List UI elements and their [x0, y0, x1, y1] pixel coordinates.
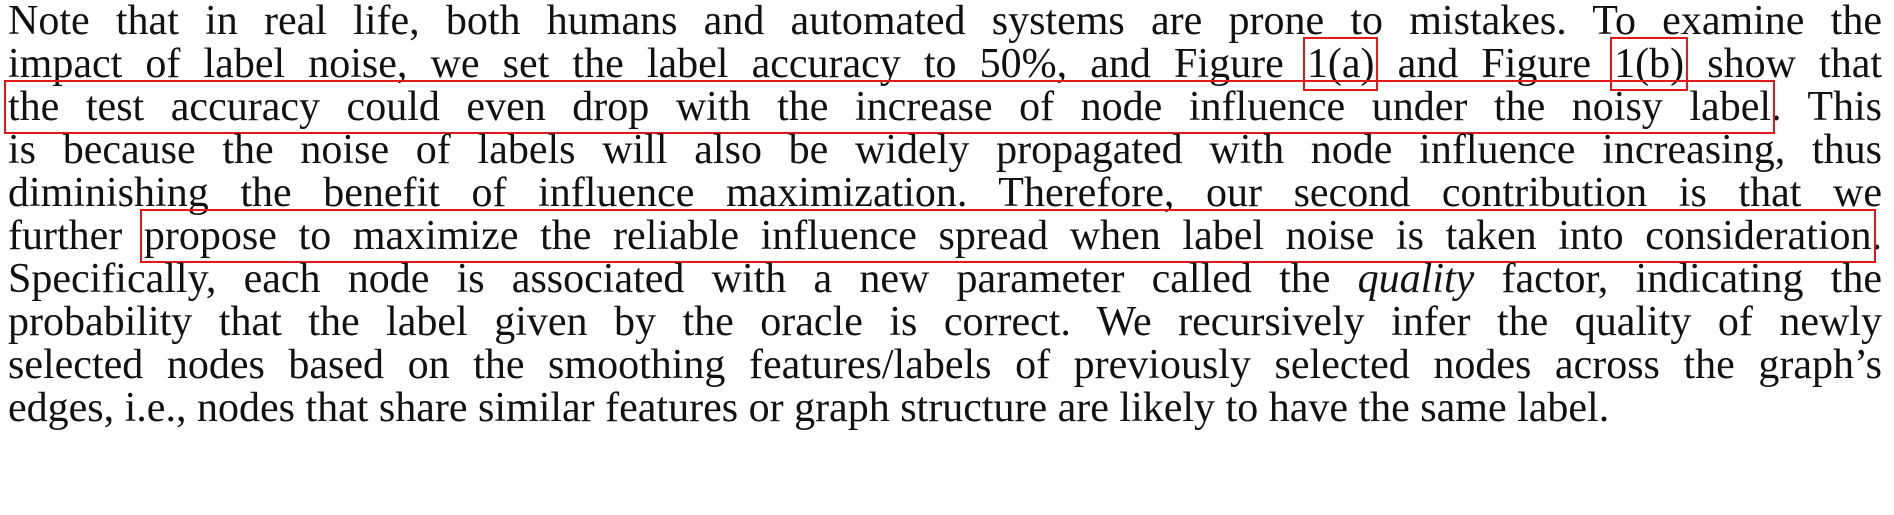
paragraph-line-5: diminishing the benefit of influence maximization. Therefore, our second contribution is that we — [8, 170, 1882, 216]
paragraph-line-10: edges, i.e., nodes that share similar features or graph structure are likely to have the same label. — [8, 385, 1610, 431]
figure-ref-1b-highlight: 1(b) — [1614, 41, 1685, 87]
test-accuracy-claim-highlight: the test accuracy could even drop with the increase of node influence under the noisy label — [8, 84, 1772, 130]
figure-ref-1a-highlight: 1(a) — [1306, 41, 1375, 87]
line-3-text-post: . This — [1771, 84, 1882, 130]
line-6-text-pre: further — [8, 213, 144, 259]
line-2-text-pre: impact of label noise, we set the label accuracy to 50%, and Figure — [8, 41, 1307, 87]
paragraph-line-4: is because the noise of labels will also be widely propagated with node influence increasing, thus — [8, 127, 1882, 173]
contribution-claim-highlight: propose to maximize the reliable influence spread when label noise is taken into consideration — [143, 213, 1872, 259]
line-7-text-post: factor, indicating the — [1474, 256, 1882, 302]
paper-paragraph — [8, 0, 1882, 515]
quality-term: quality — [1357, 256, 1475, 302]
line-6-text-post: . — [1871, 213, 1882, 259]
line-7-text-pre: Specifically, each node is associated with a new parameter called the — [8, 256, 1358, 302]
paragraph-line-1: Note that in real life, both humans and automated systems are prone to mistakes. To examine the — [8, 0, 1882, 44]
paragraph-line-8: probability that the label given by the oracle is correct. We recursively infer the quality of newly — [8, 299, 1882, 345]
line-2-text-mid: and Figure — [1374, 41, 1615, 87]
line-2-text-post: show that — [1684, 41, 1883, 87]
paragraph-line-9: selected nodes based on the smoothing features/labels of previously selected nodes across the graph’s — [8, 342, 1882, 388]
